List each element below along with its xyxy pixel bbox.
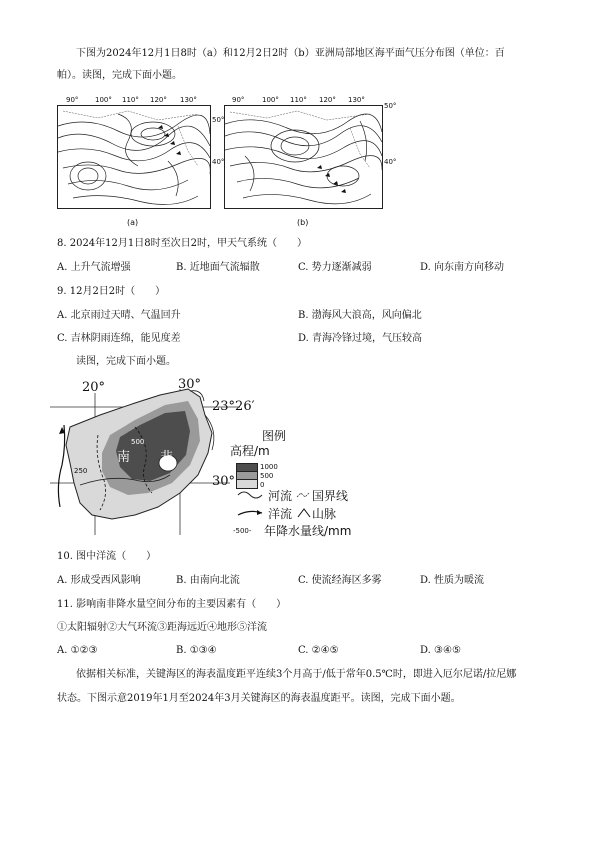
map-a-lat-label: 50°	[212, 116, 225, 124]
map-a-lat-label: 40°	[212, 158, 225, 166]
sa-region-label: 非	[160, 450, 174, 465]
q8-option-c[interactable]: C. 势力逐渐减弱	[298, 262, 372, 273]
map-b-frame	[224, 105, 383, 209]
map-b-isobars	[225, 106, 382, 208]
q9-stem: 9. 12月2日2时（ ）	[57, 286, 166, 297]
q10-option-b[interactable]: B. 由南向北流	[176, 575, 240, 586]
legend-elevation-value: 500	[260, 472, 274, 480]
map-b-lon-label: 130°	[348, 96, 365, 104]
q10-option-c[interactable]: C. 使流经海区多雾	[298, 575, 382, 586]
legend-elevation-value: 0	[260, 481, 265, 489]
border-symbol-icon	[296, 490, 312, 500]
map-b-lon-label: 110°	[290, 96, 307, 104]
q10-option-a[interactable]: A. 形成受西风影响	[57, 575, 141, 586]
q11-option-d[interactable]: D. ③④⑤	[420, 645, 461, 656]
legend-rain-symbol: -500-	[233, 527, 252, 535]
legend-mountain: 山脉	[312, 507, 337, 521]
q9-option-a[interactable]: A. 北京雨过天晴、气温回升	[57, 310, 181, 321]
map-b-lon-label: 120°	[319, 96, 336, 104]
current-symbol-icon	[236, 508, 266, 518]
intro-paragraph-line2: 帕）。读图，完成下面小题。	[57, 70, 182, 81]
q8-stem: 8. 2024年12月1日8时至次日2时，甲天气系统（ ）	[57, 238, 307, 249]
legend-rainfall: 年降水量线/mm	[264, 524, 352, 538]
map-a-lon-label: 120°	[150, 96, 167, 104]
q11-option-b[interactable]: B. ①③④	[176, 645, 217, 656]
rainfall-isoline-label: 500	[131, 438, 145, 446]
map-a-lon-label: 130°	[180, 96, 197, 104]
intro-paragraph-line1: 下图为2024年12月1日8时（a）和12月2日2时（b）亚洲局部地区海平面气压分布图（单位：百	[76, 48, 505, 59]
q9-option-c[interactable]: C. 吉林阴雨连绵，能见度差	[57, 333, 181, 344]
ocean-current-line	[58, 425, 64, 507]
legend-swatch-low	[236, 479, 258, 489]
river-symbol-icon	[236, 489, 266, 501]
map-b-lon-label: 100°	[262, 96, 279, 104]
sa-lat-label: 30°	[212, 474, 236, 489]
map-b-lat-label: 40°	[384, 158, 397, 166]
rainfall-isoline-label: 250	[74, 467, 88, 475]
intro-paragraph-2: 读图，完成下面小题。	[76, 356, 176, 367]
q10-stem: 10. 图中洋流（ ）	[57, 551, 157, 562]
sa-lon-label: 30°	[178, 377, 202, 392]
q8-option-a[interactable]: A. 上升气流增强	[57, 262, 131, 273]
legend-border: 国界线	[312, 489, 349, 503]
q8-option-b[interactable]: B. 近地面气流辐散	[176, 262, 260, 273]
legend-current: 洋流	[268, 507, 293, 521]
sa-lon-label: 20°	[82, 380, 106, 395]
sa-lat-label: 23°26′	[212, 399, 255, 414]
q11-option-a[interactable]: A. ①②③	[57, 645, 98, 656]
q11-factors: ①太阳辐射②大气环流③距海远近④地形⑤洋流	[57, 622, 267, 633]
map-a-lon-label: 110°	[122, 96, 139, 104]
legend-elevation-value: 1000	[260, 463, 278, 471]
q9-option-b[interactable]: B. 渤海风大浪高，风向偏北	[298, 310, 422, 321]
map-b-caption: (b)	[297, 218, 309, 227]
map-a-lon-label: 90°	[66, 96, 79, 104]
map-a-isobars	[58, 106, 210, 208]
map-b-lon-label: 90°	[232, 96, 245, 104]
map-a-caption: (a)	[127, 218, 139, 227]
q8-option-d[interactable]: D. 向东南方向移动	[420, 262, 505, 273]
mountain-symbol-icon	[296, 507, 312, 519]
intro-paragraph-3-line1: 依据相关标准，关键海区的海表温度距平连续3个月高于/低于常年0.5℃时，即进入厄尔尼诺/拉尼娜	[76, 669, 517, 680]
sa-region-label: 南	[117, 450, 131, 465]
q11-option-c[interactable]: C. ②④⑤	[298, 645, 339, 656]
map-a-lon-label: 100°	[95, 96, 112, 104]
q11-stem: 11. 影响南非降水量空间分布的主要因素有（ ）	[57, 599, 287, 610]
legend-elevation-label: 高程/m	[230, 444, 270, 458]
q10-option-d[interactable]: D. 性质为暖流	[420, 575, 485, 586]
q9-option-d[interactable]: D. 青海冷锋过境，气压较高	[298, 333, 423, 344]
legend-river: 河流	[268, 489, 293, 503]
legend-title: 图例	[262, 429, 287, 443]
intro-paragraph-3-line2: 状态。下图示意2019年1月至2024年3月关键海区的海表温度距平。读图，完成下面小题。	[57, 693, 461, 704]
map-b-lat-label: 50°	[384, 102, 397, 110]
map-a-frame	[57, 105, 211, 209]
